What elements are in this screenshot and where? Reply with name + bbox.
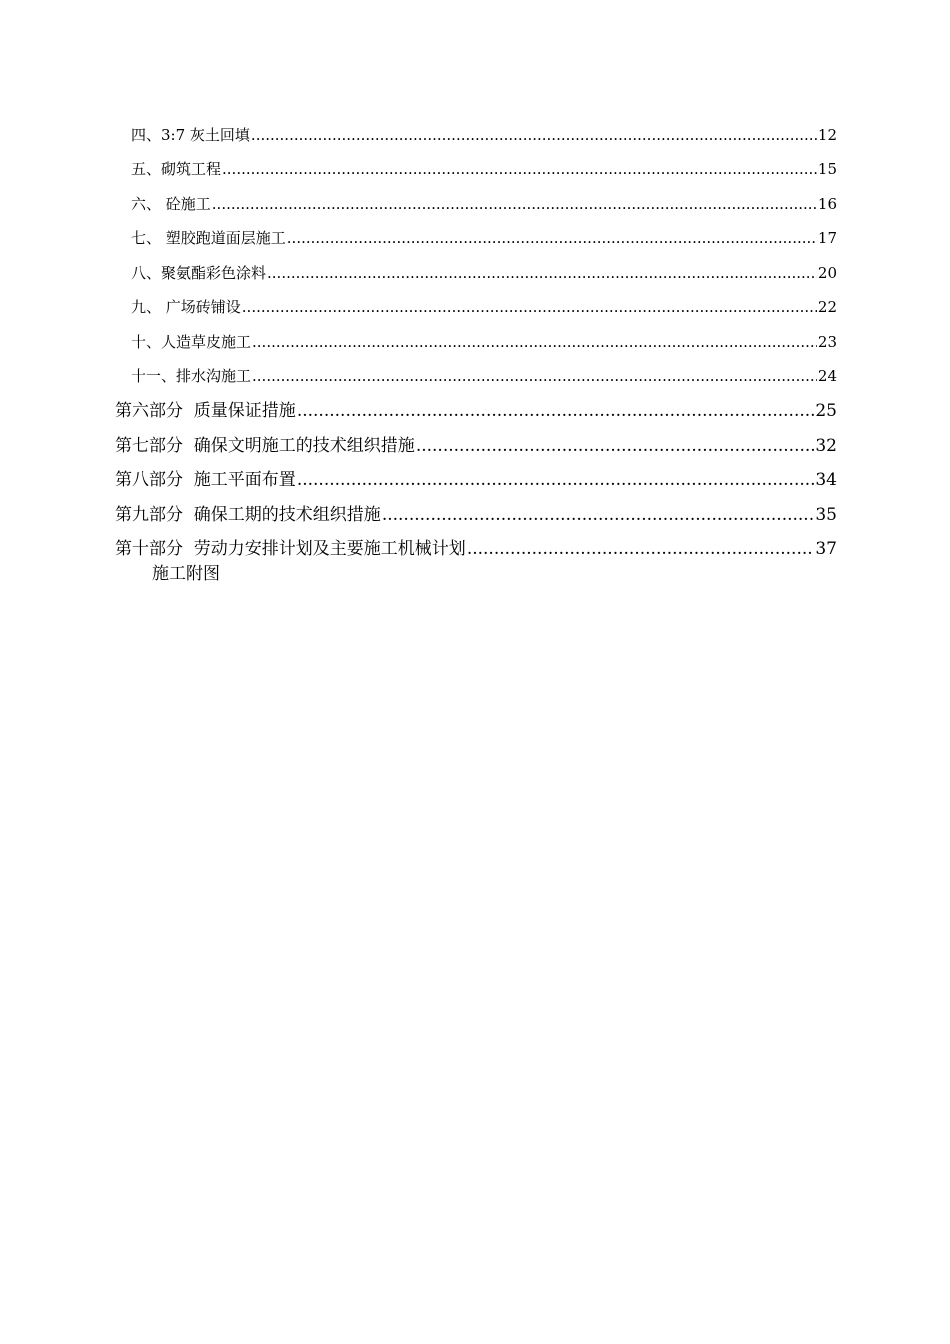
toc-entry-page: 32 [815,436,837,456]
toc-entry-page: 16 [817,195,837,213]
toc-entry[interactable] [115,463,837,498]
toc-entry-page: 34 [815,470,837,490]
toc-entry-page: 35 [815,505,837,525]
toc-leader-dots [242,290,817,324]
toc-leader-dots [252,359,817,393]
toc-entry-title: 六、 砼施工 [131,195,211,213]
toc-entry[interactable] [115,532,837,567]
toc-entry-page: 25 [815,401,837,421]
toc-leader-dots [382,498,815,533]
toc-entry-title: 十一、排水沟施工 [131,367,252,385]
toc-leader-dots [252,325,817,359]
toc-entry[interactable] [131,118,837,152]
toc-entry-title: 七、 塑胶跑道面层施工 [131,229,286,247]
toc-entry-title: 第七部分 确保文明施工的技术组织措施 [115,436,415,456]
toc-entry-title: 第九部分 确保工期的技术组织措施 [115,505,381,525]
toc-entry[interactable] [131,359,837,393]
toc-entry[interactable] [131,221,837,255]
toc-entry-title: 九、 广场砖铺设 [131,298,241,316]
appendix-heading: 施工附图 [152,564,220,584]
toc-entry-page: 23 [817,333,837,351]
toc-entry[interactable] [131,187,837,221]
toc-leader-dots [251,118,817,152]
toc-entry-page: 15 [817,160,837,178]
toc-entry-title: 四、3:7 灰土回填 [131,126,250,144]
toc-leader-dots [467,532,815,567]
toc-entry-page: 24 [817,367,837,385]
toc-entry[interactable] [131,256,837,290]
toc-entry[interactable] [131,290,837,324]
toc-entry-title: 十、人造草皮施工 [131,333,252,351]
toc-entry-page: 17 [817,229,837,247]
toc-entry[interactable] [131,325,837,359]
toc-entry[interactable] [131,152,837,186]
toc-entry-title: 八、聚氨酯彩色涂料 [131,264,267,282]
toc-leader-dots [287,221,817,255]
toc-entry-title: 第十部分 劳动力安排计划及主要施工机械计划 [115,539,466,559]
toc-leader-dots [222,152,817,186]
toc-leader-dots [267,256,817,290]
toc-entry[interactable] [115,498,837,533]
toc-entry-title: 第六部分 质量保证措施 [115,401,296,421]
toc-leader-dots [297,394,815,429]
toc-entry[interactable] [115,429,837,464]
toc-entry-page: 20 [817,264,837,282]
toc-entry-page: 12 [817,126,837,144]
toc-leader-dots [297,463,815,498]
toc-entry[interactable] [115,394,837,429]
toc-entry-page: 22 [817,298,837,316]
toc-entry-title: 五、砌筑工程 [131,160,222,178]
toc-entry-title: 第八部分 施工平面布置 [115,470,296,490]
toc-leader-dots [212,187,817,221]
toc-entry-page: 37 [815,539,837,559]
toc-leader-dots [416,429,815,464]
